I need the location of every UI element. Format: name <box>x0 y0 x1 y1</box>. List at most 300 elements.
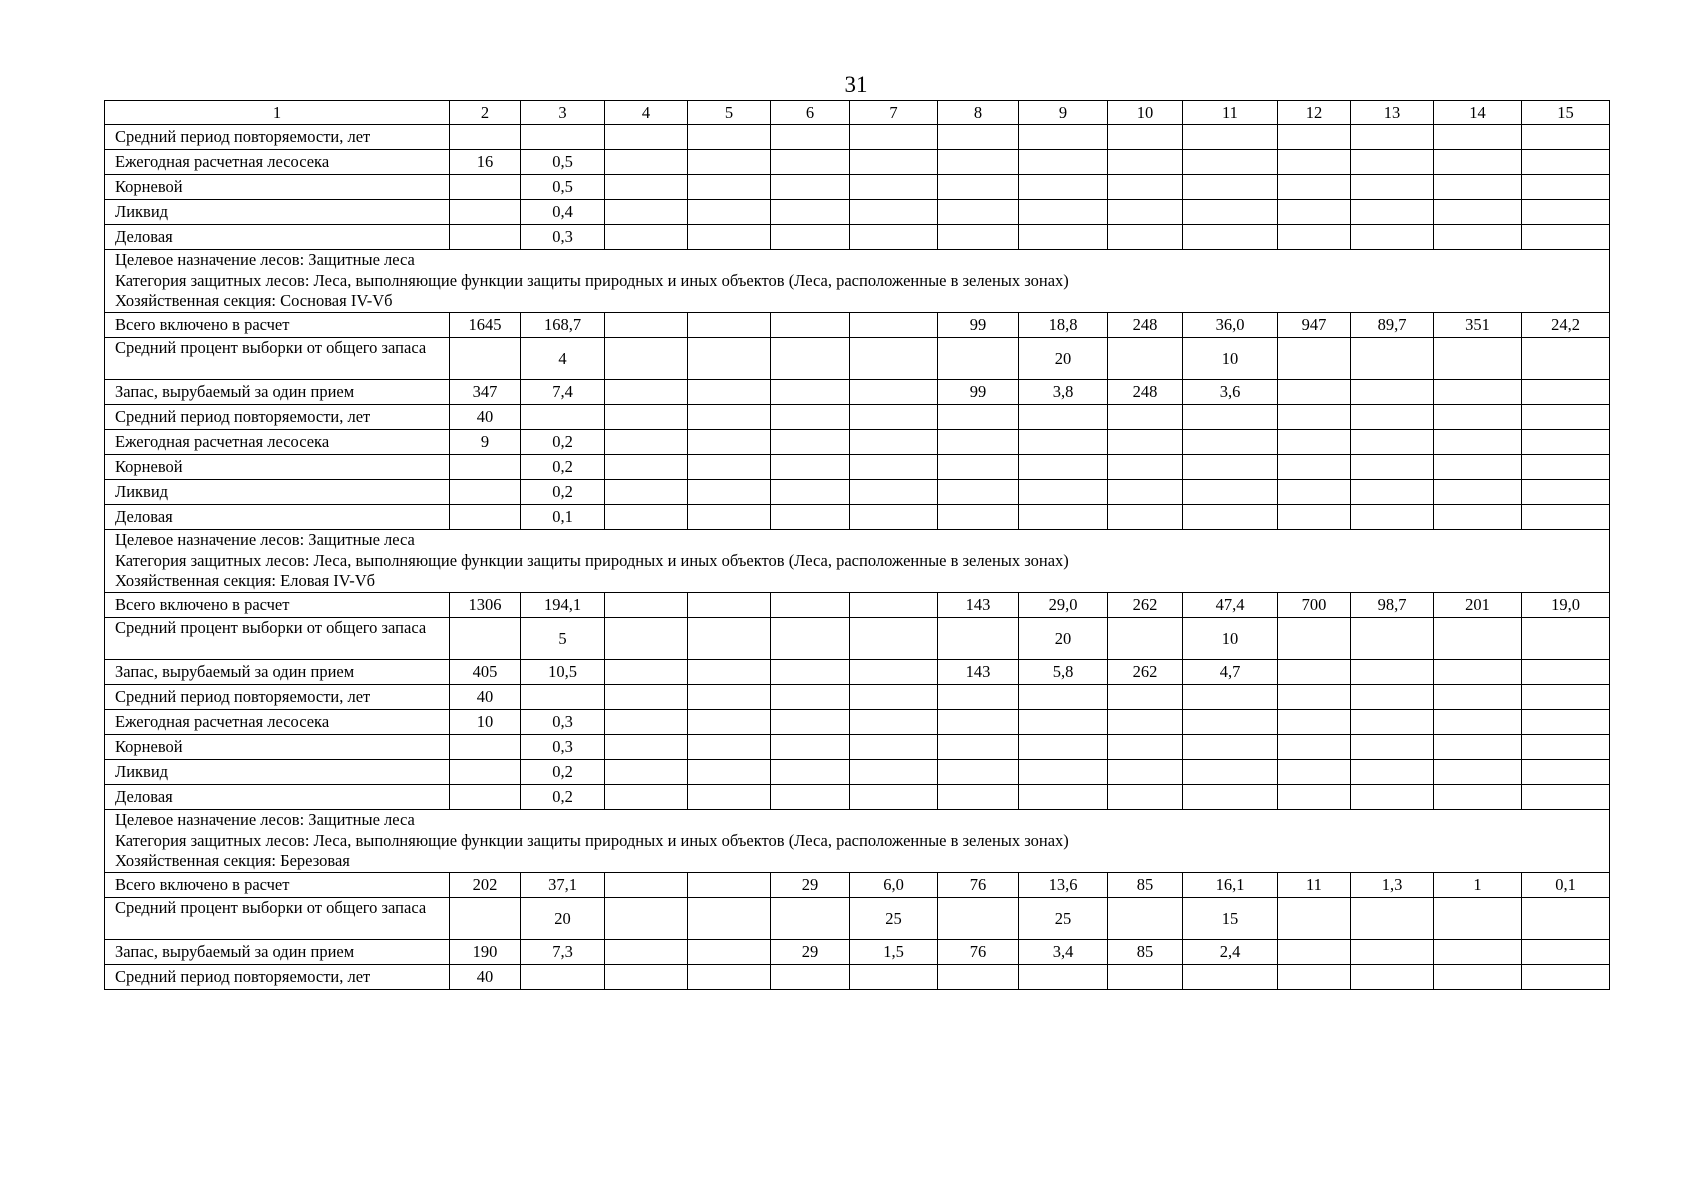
table-cell <box>1108 735 1183 760</box>
table-cell <box>1108 175 1183 200</box>
table-cell <box>1522 735 1610 760</box>
table-cell <box>688 660 771 685</box>
table-cell <box>1351 175 1434 200</box>
table-cell: 29 <box>771 940 850 965</box>
table-cell <box>771 455 850 480</box>
table-cell <box>850 660 938 685</box>
row-label: Деловая <box>105 225 450 250</box>
table-cell <box>1019 150 1108 175</box>
table-cell <box>1183 710 1278 735</box>
table-cell: 20 <box>1019 338 1108 380</box>
table-cell <box>850 200 938 225</box>
table-cell <box>605 480 688 505</box>
table-cell <box>1434 710 1522 735</box>
row-label: Деловая <box>105 785 450 810</box>
table-cell <box>1351 150 1434 175</box>
table-cell <box>850 760 938 785</box>
table-cell <box>1351 455 1434 480</box>
table-cell <box>1522 505 1610 530</box>
table-cell: 168,7 <box>521 313 605 338</box>
table-cell <box>1108 125 1183 150</box>
column-header: 1 <box>105 101 450 125</box>
table-cell <box>688 338 771 380</box>
table-cell: 3,6 <box>1183 380 1278 405</box>
table-cell: 7,3 <box>521 940 605 965</box>
table-cell <box>1278 455 1351 480</box>
table-cell <box>1108 505 1183 530</box>
table-cell <box>605 735 688 760</box>
table-cell <box>605 660 688 685</box>
section-line: Категория защитных лесов: Леса, выполняющие функции защиты природных и иных объектов (Леса, расположенные в зеленых зонах) <box>115 270 1069 290</box>
table-cell <box>1019 200 1108 225</box>
table-cell: 5,8 <box>1019 660 1108 685</box>
table-cell <box>1522 710 1610 735</box>
table-cell <box>1278 225 1351 250</box>
table-cell <box>1522 760 1610 785</box>
table-cell <box>771 225 850 250</box>
row-label: Средний период повторяемости, лет <box>105 685 450 710</box>
table-cell <box>1522 125 1610 150</box>
table-cell: 18,8 <box>1019 313 1108 338</box>
table-cell: 89,7 <box>1351 313 1434 338</box>
table-cell <box>1434 618 1522 660</box>
table-cell <box>605 618 688 660</box>
table-cell <box>450 200 521 225</box>
table-cell <box>850 125 938 150</box>
table-cell <box>1108 785 1183 810</box>
table-cell: 0,1 <box>1522 873 1610 898</box>
table-cell <box>605 150 688 175</box>
section-line: Целевое назначение лесов: Защитные леса <box>115 810 415 829</box>
table-cell <box>850 593 938 618</box>
table-cell <box>1434 660 1522 685</box>
table-cell: 5 <box>521 618 605 660</box>
table-cell <box>688 760 771 785</box>
table-cell <box>688 480 771 505</box>
table-cell: 10 <box>450 710 521 735</box>
row-label: Ликвид <box>105 200 450 225</box>
table-cell: 99 <box>938 380 1019 405</box>
table-row <box>105 965 1610 990</box>
section-header-row <box>105 810 1610 873</box>
table-cell: 0,2 <box>521 430 605 455</box>
table-cell <box>1019 735 1108 760</box>
table-cell <box>938 505 1019 530</box>
table-cell <box>605 505 688 530</box>
table-cell <box>1434 200 1522 225</box>
table-body <box>105 101 1610 990</box>
table-cell <box>1351 338 1434 380</box>
table-cell <box>1108 618 1183 660</box>
row-label: Корневой <box>105 175 450 200</box>
table-cell: 36,0 <box>1183 313 1278 338</box>
table-cell: 0,4 <box>521 200 605 225</box>
table-cell <box>1522 380 1610 405</box>
table-cell: 40 <box>450 405 521 430</box>
table-cell <box>1434 685 1522 710</box>
row-label: Средний период повторяемости, лет <box>105 405 450 430</box>
section-line: Хозяйственная секция: Еловая IV-Vб <box>115 571 376 590</box>
table-cell <box>1183 455 1278 480</box>
table-cell: 16,1 <box>1183 873 1278 898</box>
table-cell <box>1278 965 1351 990</box>
table-cell <box>450 455 521 480</box>
table-cell <box>938 338 1019 380</box>
table-cell: 85 <box>1108 873 1183 898</box>
table-cell: 76 <box>938 873 1019 898</box>
table-cell <box>1019 480 1108 505</box>
table-cell <box>771 760 850 785</box>
column-header: 4 <box>605 101 688 125</box>
table-cell <box>605 785 688 810</box>
row-label: Средний процент выборки от общего запаса <box>105 338 450 380</box>
table-cell: 11 <box>1278 873 1351 898</box>
table-cell <box>450 505 521 530</box>
column-header: 8 <box>938 101 1019 125</box>
table-cell <box>1278 710 1351 735</box>
table-cell <box>1183 125 1278 150</box>
table-cell: 405 <box>450 660 521 685</box>
table-cell <box>1522 785 1610 810</box>
table-row <box>105 338 1610 380</box>
table-cell: 20 <box>1019 618 1108 660</box>
table-cell <box>1522 455 1610 480</box>
table-cell: 0,2 <box>521 455 605 480</box>
table-cell <box>605 338 688 380</box>
row-label: Корневой <box>105 735 450 760</box>
table-cell <box>1019 710 1108 735</box>
table-cell <box>450 618 521 660</box>
table-cell <box>1351 125 1434 150</box>
section-header-row <box>105 250 1610 313</box>
table-cell <box>450 480 521 505</box>
table-cell <box>521 125 605 150</box>
column-header: 15 <box>1522 101 1610 125</box>
table-cell <box>1434 455 1522 480</box>
table-cell <box>1434 430 1522 455</box>
table-cell <box>1108 405 1183 430</box>
table-cell <box>771 618 850 660</box>
column-header: 14 <box>1434 101 1522 125</box>
table-cell <box>850 150 938 175</box>
table-cell <box>771 505 850 530</box>
table-cell: 262 <box>1108 593 1183 618</box>
column-header: 13 <box>1351 101 1434 125</box>
table-cell <box>450 760 521 785</box>
table-row <box>105 593 1610 618</box>
table-cell <box>1522 405 1610 430</box>
table-cell: 1,3 <box>1351 873 1434 898</box>
table-cell <box>1108 760 1183 785</box>
table-cell <box>1019 760 1108 785</box>
table-cell <box>850 480 938 505</box>
table-cell <box>1522 430 1610 455</box>
row-label: Средний процент выборки от общего запаса <box>105 898 450 940</box>
row-label: Деловая <box>105 505 450 530</box>
table-row <box>105 455 1610 480</box>
table-cell: 0,2 <box>521 785 605 810</box>
table-cell <box>688 710 771 735</box>
table-cell <box>1108 225 1183 250</box>
table-cell <box>938 710 1019 735</box>
table-cell <box>771 898 850 940</box>
table-cell <box>1522 200 1610 225</box>
table-cell: 6,0 <box>850 873 938 898</box>
table-cell <box>521 685 605 710</box>
table-cell <box>1278 940 1351 965</box>
table-cell <box>1434 760 1522 785</box>
section-line: Целевое назначение лесов: Защитные леса <box>115 530 415 549</box>
table-cell <box>1183 175 1278 200</box>
table-cell <box>1351 430 1434 455</box>
table-cell <box>938 735 1019 760</box>
table-cell <box>771 175 850 200</box>
table-cell: 1645 <box>450 313 521 338</box>
table-cell: 0,2 <box>521 760 605 785</box>
table-cell <box>1278 760 1351 785</box>
table-cell: 10 <box>1183 618 1278 660</box>
table-cell <box>850 618 938 660</box>
table-cell: 0,5 <box>521 175 605 200</box>
table-cell: 248 <box>1108 380 1183 405</box>
table-cell <box>1351 200 1434 225</box>
table-cell <box>688 125 771 150</box>
table-cell <box>450 338 521 380</box>
table-cell <box>1351 785 1434 810</box>
table-cell <box>1278 660 1351 685</box>
table-cell: 37,1 <box>521 873 605 898</box>
table-cell: 20 <box>521 898 605 940</box>
table-cell <box>1183 785 1278 810</box>
table-cell <box>688 405 771 430</box>
table-cell <box>688 873 771 898</box>
table-cell <box>850 313 938 338</box>
table-cell <box>1183 685 1278 710</box>
table-cell <box>605 898 688 940</box>
table-cell <box>850 405 938 430</box>
table-cell <box>688 313 771 338</box>
table-cell <box>1351 735 1434 760</box>
table-cell <box>771 405 850 430</box>
table-cell: 40 <box>450 685 521 710</box>
table-cell <box>450 735 521 760</box>
table-cell <box>938 455 1019 480</box>
column-header: 11 <box>1183 101 1278 125</box>
table-cell <box>1278 685 1351 710</box>
table-cell: 99 <box>938 313 1019 338</box>
table-cell: 4 <box>521 338 605 380</box>
table-cell <box>1522 660 1610 685</box>
column-header: 7 <box>850 101 938 125</box>
table-row <box>105 125 1610 150</box>
table-cell <box>771 660 850 685</box>
table-cell <box>850 380 938 405</box>
table-cell <box>771 685 850 710</box>
table-cell <box>938 618 1019 660</box>
table-cell <box>450 785 521 810</box>
table-cell <box>1434 480 1522 505</box>
table-cell <box>1351 225 1434 250</box>
table-cell: 0,3 <box>521 225 605 250</box>
table-cell <box>771 593 850 618</box>
table-cell <box>1351 380 1434 405</box>
table-cell <box>605 455 688 480</box>
table-cell <box>771 430 850 455</box>
table-cell <box>605 873 688 898</box>
table-cell <box>1019 430 1108 455</box>
table-cell <box>1351 760 1434 785</box>
table-cell <box>850 430 938 455</box>
column-header: 9 <box>1019 101 1108 125</box>
table-row <box>105 710 1610 735</box>
table-cell: 2,4 <box>1183 940 1278 965</box>
table-cell <box>1434 175 1522 200</box>
table-cell <box>1278 785 1351 810</box>
row-label: Средний период повторяемости, лет <box>105 965 450 990</box>
column-header: 6 <box>771 101 850 125</box>
table-cell <box>850 175 938 200</box>
table-cell <box>688 225 771 250</box>
row-label: Всего включено в расчет <box>105 593 450 618</box>
table-cell <box>850 710 938 735</box>
table-cell <box>1278 175 1351 200</box>
table-cell <box>938 480 1019 505</box>
table-cell <box>850 785 938 810</box>
row-label: Запас, вырубаемый за один прием <box>105 380 450 405</box>
table-cell: 29,0 <box>1019 593 1108 618</box>
table-cell <box>1183 760 1278 785</box>
table-cell <box>1278 505 1351 530</box>
table-cell <box>938 405 1019 430</box>
table-cell <box>1351 710 1434 735</box>
table-row <box>105 873 1610 898</box>
table-row <box>105 898 1610 940</box>
table-cell <box>1351 965 1434 990</box>
table-cell <box>1522 685 1610 710</box>
table-cell <box>1434 380 1522 405</box>
table-row <box>105 480 1610 505</box>
table-cell <box>1019 455 1108 480</box>
table-cell <box>688 505 771 530</box>
page-number: 31 <box>844 72 868 97</box>
table-cell <box>771 785 850 810</box>
table-cell <box>521 405 605 430</box>
table-row <box>105 505 1610 530</box>
table-cell: 202 <box>450 873 521 898</box>
table-cell <box>938 760 1019 785</box>
table-row <box>105 660 1610 685</box>
table-cell <box>688 785 771 810</box>
row-label: Запас, вырубаемый за один прием <box>105 940 450 965</box>
table-cell: 262 <box>1108 660 1183 685</box>
table-cell <box>1108 898 1183 940</box>
table-cell <box>1108 685 1183 710</box>
table-cell: 0,5 <box>521 150 605 175</box>
table-cell <box>1434 225 1522 250</box>
table-header-row <box>105 101 1610 125</box>
section-line: Категория защитных лесов: Леса, выполняющие функции защиты природных и иных объектов (Леса, расположенные в зеленых зонах) <box>115 550 1069 570</box>
table-cell <box>1019 125 1108 150</box>
table-cell <box>1019 785 1108 810</box>
table-cell <box>1019 175 1108 200</box>
table-cell <box>1522 150 1610 175</box>
row-label: Ежегодная расчетная лесосека <box>105 710 450 735</box>
table-cell <box>688 735 771 760</box>
row-label: Корневой <box>105 455 450 480</box>
table-cell: 29 <box>771 873 850 898</box>
row-label: Всего включено в расчет <box>105 313 450 338</box>
table-cell <box>1434 940 1522 965</box>
column-header: 2 <box>450 101 521 125</box>
table-cell <box>771 150 850 175</box>
table-cell <box>688 200 771 225</box>
table-cell <box>1183 480 1278 505</box>
table-cell <box>938 898 1019 940</box>
table-cell <box>605 175 688 200</box>
table-cell <box>688 940 771 965</box>
table-row <box>105 760 1610 785</box>
table-row <box>105 225 1610 250</box>
table-cell <box>1278 618 1351 660</box>
table-cell <box>850 965 938 990</box>
table-cell <box>1183 150 1278 175</box>
table-cell <box>1278 200 1351 225</box>
table-cell <box>1183 225 1278 250</box>
section-line: Категория защитных лесов: Леса, выполняющие функции защиты природных и иных объектов (Леса, расположенные в зеленых зонах) <box>115 830 1069 850</box>
table-cell <box>771 200 850 225</box>
table-cell: 10 <box>1183 338 1278 380</box>
table-cell <box>771 125 850 150</box>
table-cell <box>1183 430 1278 455</box>
table-cell <box>850 225 938 250</box>
table-cell <box>1434 405 1522 430</box>
table-cell <box>938 965 1019 990</box>
table-row <box>105 380 1610 405</box>
table-cell: 3,8 <box>1019 380 1108 405</box>
table-cell <box>771 313 850 338</box>
table-cell: 0,3 <box>521 735 605 760</box>
section-line: Хозяйственная секция: Сосновая IV-Vб <box>115 291 393 310</box>
table-cell <box>1434 785 1522 810</box>
row-label: Средний процент выборки от общего запаса <box>105 618 450 660</box>
table-row <box>105 685 1610 710</box>
table-cell <box>1434 338 1522 380</box>
table-cell: 194,1 <box>521 593 605 618</box>
section-header-cell <box>105 810 1610 873</box>
table-row <box>105 150 1610 175</box>
table-cell <box>938 430 1019 455</box>
table-cell <box>850 685 938 710</box>
table-cell <box>605 430 688 455</box>
table-cell <box>605 965 688 990</box>
table-row <box>105 735 1610 760</box>
table-cell <box>605 313 688 338</box>
table-cell <box>1108 965 1183 990</box>
table-cell <box>1183 965 1278 990</box>
table-cell <box>1522 480 1610 505</box>
section-line: Хозяйственная секция: Березовая <box>115 851 350 870</box>
table-cell <box>688 380 771 405</box>
table-cell <box>1278 735 1351 760</box>
section-header-row <box>105 530 1610 593</box>
table-cell: 143 <box>938 660 1019 685</box>
table-cell: 85 <box>1108 940 1183 965</box>
table-cell <box>605 593 688 618</box>
table-cell <box>605 380 688 405</box>
table-cell <box>688 455 771 480</box>
table-cell <box>1019 965 1108 990</box>
table-cell: 25 <box>850 898 938 940</box>
